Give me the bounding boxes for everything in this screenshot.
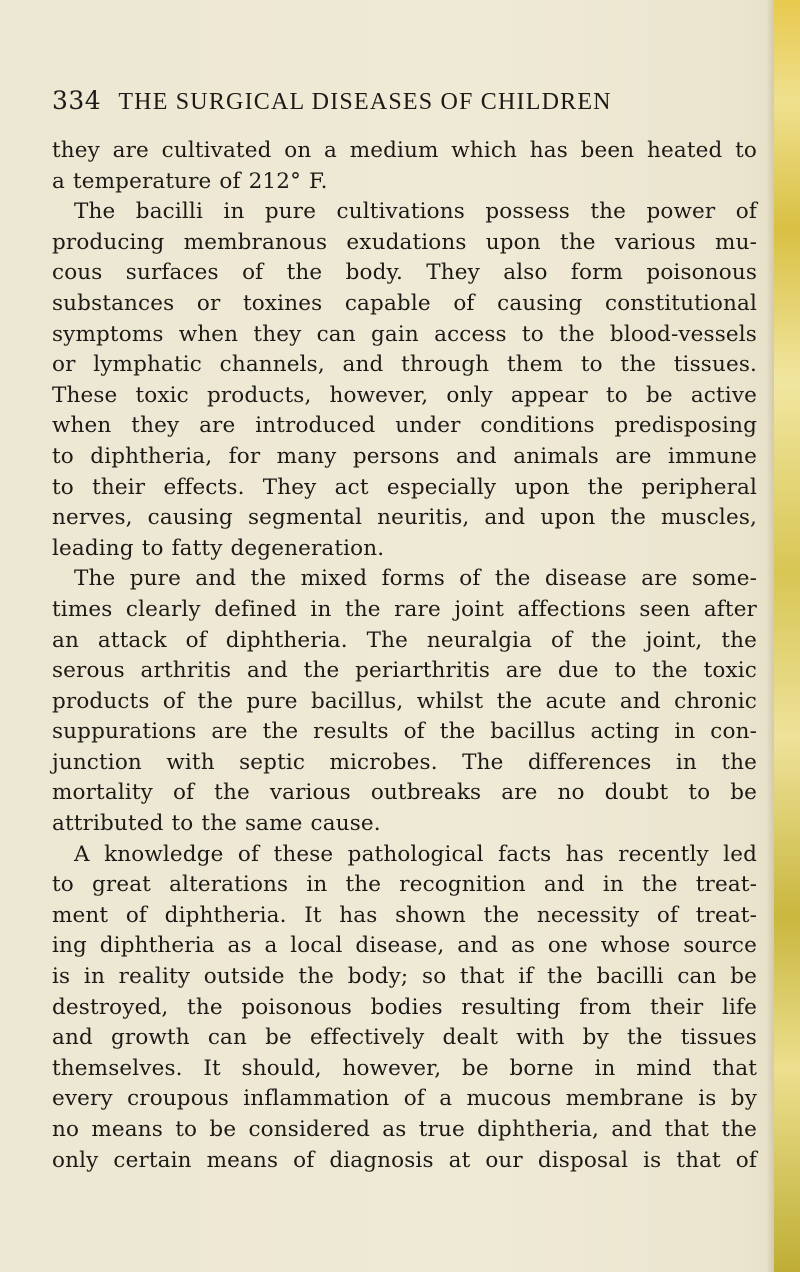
text-line: mortality of the various outbreaks are no doubt to be xyxy=(52,780,757,806)
text-line: The bacilli in pure cultivations possess the power of xyxy=(74,199,757,225)
text-line: ing diphtheria as a local disease, and as one whose source xyxy=(52,933,757,959)
text-line: to their effects. They act especially upon the peripheral xyxy=(52,474,757,500)
text-line: attributed to the same cause. xyxy=(52,811,381,837)
text-line: when they are introduced under conditions predisposing xyxy=(52,413,757,439)
text-line: they are cultivated on a medium which has been heated to xyxy=(52,138,757,163)
text-line: to great alterations in the recognition and in the treat- xyxy=(52,872,757,898)
text-line: every croupous inflammation of a mucous membrane is by xyxy=(52,1086,757,1112)
text-line: and growth can be effectively dealt with by the tissues xyxy=(52,1025,757,1051)
text-line: a temperature of 212° F. xyxy=(52,168,328,194)
text-line: nerves, causing segmental neuritis, and upon the muscles, xyxy=(52,505,757,531)
text-line: an attack of diphtheria. The neuralgia of the joint, the xyxy=(52,627,757,653)
text-line: no means to be considered as true diphtheria, and that the xyxy=(52,1117,757,1142)
page-header xyxy=(52,86,752,122)
text-line: symptoms when they can gain access to the blood-vessels xyxy=(52,321,757,347)
gilt-page-edge xyxy=(774,0,800,1272)
text-line: leading to fatty degeneration. xyxy=(52,535,385,561)
text-line: cous surfaces of the body. They also form poisonous xyxy=(52,260,757,286)
text-line: is in reality outside the body; so that if the bacilli can be xyxy=(52,964,757,990)
page-edge-shadow xyxy=(766,0,774,1272)
text-line: junction with septic microbes. The differences in the xyxy=(52,749,757,775)
text-line: to diphtheria, for many persons and animals are immune xyxy=(52,443,757,469)
text-line: times clearly defined in the rare joint affections seen after xyxy=(52,596,757,622)
text-line: suppurations are the results of the bacillus acting in con- xyxy=(52,719,757,745)
text-line: or lymphatic channels, and through them to the tissues. xyxy=(52,352,757,378)
text-line: substances or toxines capable of causing constitutional xyxy=(52,290,757,316)
body-text xyxy=(52,136,757,1176)
text-line: A knowledge of these pathological facts has recently led xyxy=(74,841,757,867)
text-line: These toxic products, however, only appear to be active xyxy=(52,382,757,408)
text-line: only certain means of diagnosis at our disposal is that of xyxy=(52,1147,757,1173)
text-line: products of the pure bacillus, whilst the acute and chronic xyxy=(52,688,757,714)
text-line: themselves. It should, however, be borne in mind that xyxy=(52,1055,757,1081)
text-line: The pure and the mixed forms of the disease are some- xyxy=(74,566,757,592)
text-line: destroyed, the poisonous bodies resulting from their life xyxy=(52,994,757,1020)
text-line: producing membranous exudations upon the various mu- xyxy=(52,229,757,255)
running-title: THE SURGICAL DISEASES OF CHILDREN xyxy=(118,89,612,115)
page-number: 334 xyxy=(52,86,102,115)
text-line: ment of diphtheria. It has shown the necessity of treat- xyxy=(52,902,757,928)
text-line: serous arthritis and the periarthritis are due to the toxic xyxy=(52,658,757,684)
